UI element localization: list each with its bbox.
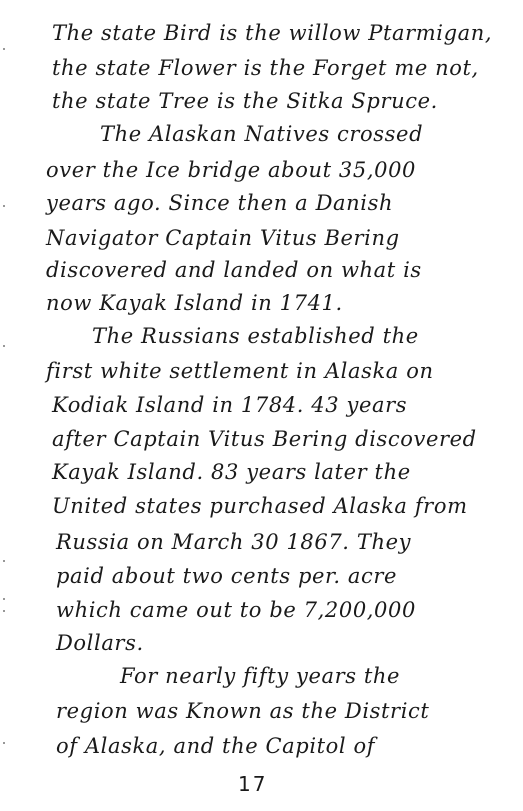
- text-line: Kodiak Island in 1784. 43 years: [52, 393, 408, 417]
- text-line: over the Ice bridge about 35,000: [46, 158, 416, 182]
- text-line: first white settlement in Alaska on: [46, 359, 434, 383]
- text-line: paid about two cents per. acre: [56, 564, 398, 588]
- text-line: The state Bird is the willow Ptarmigan,: [52, 21, 493, 45]
- text-line: United states purchased Alaska from: [52, 494, 468, 518]
- text-line: after Captain Vitus Bering discovered: [52, 427, 477, 451]
- text-line: which came out to be 7,200,000: [56, 598, 416, 622]
- text-line: The Russians established the: [92, 324, 419, 348]
- page-number: 17: [238, 772, 268, 796]
- text-line: Navigator Captain Vitus Bering: [46, 226, 400, 250]
- text-line: now Kayak Island in 1741.: [46, 291, 343, 315]
- text-line: The Alaskan Natives crossed: [100, 122, 424, 146]
- text-line: Dollars.: [56, 631, 144, 655]
- text-line: For nearly fifty years the: [120, 664, 401, 688]
- text-line: Russia on March 30 1867. They: [56, 530, 412, 554]
- text-line: the state Tree is the Sitka Spruce.: [52, 89, 438, 113]
- text-line: the state Flower is the Forget me not,: [52, 56, 479, 80]
- text-line: of Alaska, and the Capitol of: [56, 734, 376, 758]
- text-line: discovered and landed on what is: [46, 258, 422, 282]
- text-line: years ago. Since then a Danish: [46, 191, 394, 215]
- text-line: Kayak Island. 83 years later the: [52, 460, 411, 484]
- text-line: region was Known as the District: [56, 699, 430, 723]
